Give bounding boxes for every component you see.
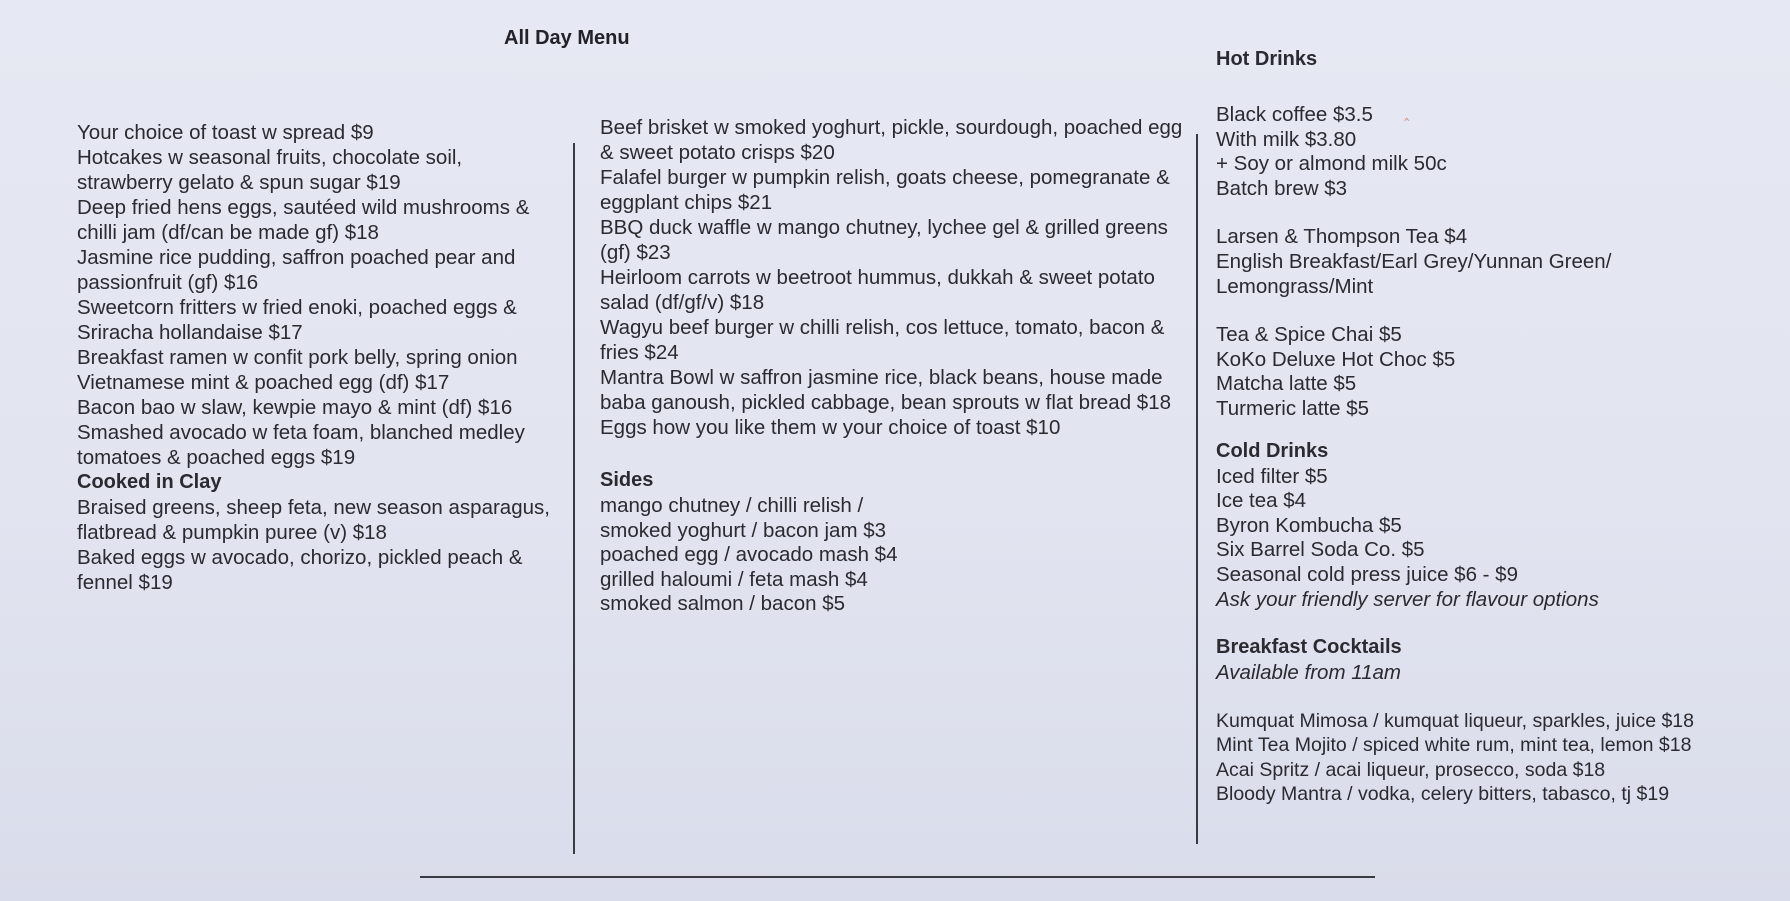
sides-line: smoked salmon / bacon $5 — [600, 592, 845, 616]
cocktails-note: Available from 11am — [1216, 661, 1401, 685]
cocktail-line: Bloody Mantra / vodka, celery bitters, tabasco, tj $19 — [1216, 783, 1670, 806]
menu-item-beef-brisket: Beef brisket w smoked yoghurt, pickle, sourdough, poached egg & sweet potato crisps $20 — [600, 116, 1183, 164]
drink-line: English Breakfast/Earl Grey/Yunnan Green/ — [1216, 249, 1612, 273]
cold-drinks-list — [1216, 464, 1776, 612]
cold-drinks-note: Ask your friendly server for flavour options — [1216, 587, 1599, 611]
drink-line: With milk $3.80 — [1216, 127, 1357, 151]
section-heading-cold-drinks: Cold Drinks — [1216, 439, 1329, 462]
menu-item-baked-eggs: Baked eggs w avocado, chorizo, pickled peach & fennel $19 — [77, 546, 523, 594]
menu-item-wagyu-burger: Wagyu beef burger w chilli relish, cos lettuce, tomato, bacon & fries $24 — [600, 316, 1165, 364]
drink-line: Iced filter $5 — [1216, 464, 1328, 488]
right-column — [1216, 47, 1776, 831]
sides-list — [600, 493, 1190, 616]
section-heading-clay: Cooked in Clay — [77, 471, 222, 493]
tea-list — [1216, 224, 1776, 298]
menu-item-mantra-bowl: Mantra Bowl w saffron jasmine rice, black beans, house made baba ganoush, pickled cabbage, bean sprouts w flat bread $18 — [600, 366, 1171, 414]
left-column — [77, 120, 557, 595]
drink-line: Tea & Spice Chai $5 — [1216, 323, 1402, 347]
cocktail-line: Acai Spritz / acai liqueur, prosecco, soda $18 — [1216, 758, 1606, 781]
section-heading-sides: Sides — [600, 469, 654, 491]
section-heading-hot-drinks: Hot Drinks — [1216, 48, 1318, 70]
section-heading-cocktails: Breakfast Cocktails — [1216, 636, 1402, 659]
menu-item-toast: Your choice of toast w spread $9 — [77, 121, 374, 144]
sides-line: mango chutney / chilli relish / — [600, 494, 864, 517]
drink-line: + Soy or almond milk 50c — [1216, 152, 1447, 176]
menu-item-falafel-burger: Falafel burger w pumpkin relish, goats cheese, pomegranate & eggplant chips $21 — [600, 166, 1170, 214]
menu-item-braised-greens: Braised greens, sheep feta, new season asparagus, flatbread & pumpkin puree (v) $18 — [77, 496, 550, 544]
drink-line: Seasonal cold press juice $6 - $9 — [1216, 562, 1518, 586]
menu-item-rice-pudding: Jasmine rice pudding, saffron poached pear and passionfruit (gf) $16 — [77, 246, 516, 294]
sides-line: smoked yoghurt / bacon jam $3 — [600, 518, 887, 542]
pen-mark: ‸ — [1404, 104, 1410, 121]
drink-line: Turmeric latte $5 — [1216, 396, 1370, 420]
drink-line: Larsen & Thompson Tea $4 — [1216, 225, 1468, 249]
column-divider-right — [1196, 134, 1198, 844]
bottom-rule — [420, 876, 1375, 878]
cocktail-line: Mint Tea Mojito / spiced white rum, mint tea, lemon $18 — [1216, 734, 1692, 757]
menu-item-ramen: Breakfast ramen w confit pork belly, spring onion Vietnamese mint & poached egg (df) $17 — [77, 346, 518, 394]
column-divider-left — [573, 143, 575, 854]
drink-line: KoKo Deluxe Hot Choc $5 — [1216, 347, 1456, 371]
menu-item-eggs: Eggs how you like them w your choice of toast $10 — [600, 416, 1061, 439]
sides-line: poached egg / avocado mash $4 — [600, 543, 898, 567]
drink-line: Lemongrass/Mint — [1216, 274, 1374, 298]
cocktails-note-wrap — [1216, 660, 1776, 685]
other-hot-drinks-list — [1216, 322, 1776, 420]
middle-column — [600, 115, 1190, 640]
menu-item-duck-waffle: BBQ duck waffle w mango chutney, lychee gel & grilled greens (gf) $23 — [600, 216, 1168, 264]
drink-line: Black coffee $3.5 — [1216, 103, 1373, 126]
drink-line: Byron Kombucha $5 — [1216, 513, 1402, 537]
menu-item-fritters: Sweetcorn fritters w fried enoki, poached eggs & Sriracha hollandaise $17 — [77, 296, 517, 344]
coffee-list — [1216, 102, 1776, 200]
sides-line: grilled haloumi / feta mash $4 — [600, 567, 868, 591]
menu-item-hens-eggs: Deep fried hens eggs, sautéed wild mushrooms & chilli jam (df/can be made gf) $18 — [77, 196, 530, 244]
menu-item-bacon-bao: Bacon bao w slaw, kewpie mayo & mint (df) $16 — [77, 396, 513, 419]
menu-item-smashed-avocado: Smashed avocado w feta foam, blanched medley tomatoes & poached eggs $19 — [77, 421, 525, 469]
menu-item-hotcakes: Hotcakes w seasonal fruits, chocolate soil, strawberry gelato & spun sugar $19 — [77, 146, 463, 194]
drink-line: Six Barrel Soda Co. $5 — [1216, 538, 1425, 562]
cocktails-list — [1216, 709, 1776, 807]
menu-item-heirloom-carrots: Heirloom carrots w beetroot hummus, dukkah & sweet potato salad (df/gf/v) $18 — [600, 266, 1155, 314]
drink-line: Batch brew $3 — [1216, 176, 1348, 200]
menu-title: All Day Menu — [504, 27, 630, 49]
drink-line: Matcha latte $5 — [1216, 372, 1357, 396]
cocktail-line: Kumquat Mimosa / kumquat liqueur, sparkles, juice $18 — [1216, 709, 1694, 732]
drink-line: Ice tea $4 — [1216, 489, 1307, 513]
